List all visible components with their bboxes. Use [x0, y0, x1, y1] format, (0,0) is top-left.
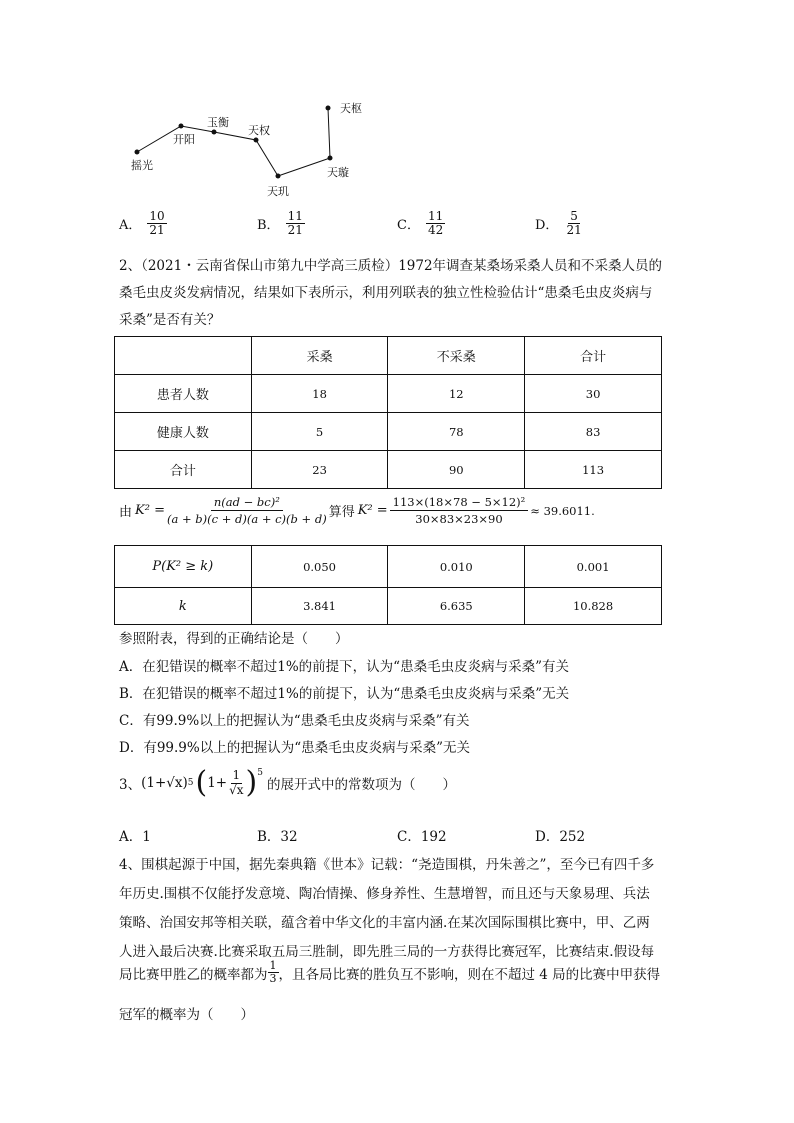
q4-text-line-5: 局比赛甲胜乙的概率都为 $\frac{1}{3}$ ，且各局比赛的胜负互不影响，则在不超过 4 局的比赛中甲获得: [119, 959, 661, 986]
critical-value-table: [114, 545, 662, 625]
table-row: [115, 413, 662, 451]
table-row: [115, 588, 662, 625]
fraction: $\frac{5}{21}$: [566, 209, 582, 238]
fraction: $\frac{1}{√x}$: [229, 768, 244, 797]
table-cell: 合计: [115, 451, 252, 489]
table-cell: 18: [251, 375, 388, 413]
star-tianji: [276, 174, 281, 179]
right-paren: ): [245, 765, 258, 800]
fraction: $\frac{11}{42}$: [427, 209, 444, 238]
table-cell: 78: [388, 413, 525, 451]
table-cell: 83: [525, 413, 662, 451]
table-header-cell: 合计: [525, 337, 662, 375]
q3-option-d[interactable]: D．252: [535, 829, 586, 845]
table-cell: 0.001: [525, 546, 662, 588]
q3-option-b[interactable]: B．32: [257, 829, 298, 845]
star-tianxuan: [328, 156, 333, 161]
table-cell: 12: [388, 375, 525, 413]
star-kaiyang: [179, 124, 184, 129]
q4-text-line-3: 策略、治国安邦等相关联，蕴含着中华文化的丰富内涵.在某次国际围棋比赛中，甲、乙两: [119, 915, 650, 931]
table-header-cell: [115, 337, 252, 375]
star-label-yaoguang: 摇光: [131, 159, 153, 172]
q1-option-a[interactable]: A． $\frac{10}{21}$: [119, 209, 165, 238]
table-cell: 健康人数: [115, 413, 252, 451]
star-label-kaiyang: 开阳: [173, 133, 195, 146]
q2-option-b[interactable]: B．在犯错误的概率不超过1%的前提下，认为“患桑毛虫皮炎病与采桑”无关: [119, 686, 570, 702]
table-cell: 0.010: [388, 546, 525, 588]
q1-option-b[interactable]: B． $\frac{11}{21}$: [257, 209, 303, 238]
table-row: [115, 546, 662, 588]
q2-option-d[interactable]: D．有99.9%以上的把握认为“患桑毛虫皮炎病与采桑”无关: [119, 740, 471, 756]
q4-text-line-6: 冠军的概率为（ ）: [119, 1007, 254, 1023]
left-paren: (: [195, 765, 208, 800]
table-cell: 0.050: [251, 546, 388, 588]
table-header-row: [115, 337, 662, 375]
formula-fraction: $\frac{\text{n(ad − bc)²}}{(a + b)(c + d)(a + c)(b + d)}$: [166, 495, 327, 527]
table-cell: P(K² ≥ k): [115, 546, 252, 588]
table-cell: 113: [525, 451, 662, 489]
q2-text-line-3: 采桑”是否有关？: [119, 312, 221, 328]
table-row: [115, 451, 662, 489]
star-label-tianquan: 天权: [248, 124, 270, 137]
table-cell: 6.635: [388, 588, 525, 625]
star-label-yuheng: 玉衡: [207, 116, 229, 129]
q3-stem: 3、 (1+√x) 5 ( 1+ $\frac{1}{√x}$ ) $^5$ 的展开式中的常数项为（ ）: [119, 765, 456, 800]
q3-option-c[interactable]: C．192: [397, 829, 447, 845]
table-cell: 90: [388, 451, 525, 489]
table-cell: 23: [251, 451, 388, 489]
star-tianshu: [326, 106, 331, 111]
chi-square-formula: 由 K² = $\frac{\text{n(ad − bc)²}}{(a + b)(c + d)(a + c)(b + d)}$ 算得 K² = $\frac{\text{113×(18×78 − 5×12)²}}{30\times 83\times 23\times 90}$ ≈ 39.6011.: [119, 495, 595, 527]
fraction: $\frac{11}{21}$: [287, 209, 303, 238]
table-cell: 3.841: [251, 588, 388, 625]
fraction: $\frac{10}{21}$: [149, 209, 165, 238]
table-row: [115, 375, 662, 413]
q2-prompt: 参照附表，得到的正确结论是（ ）: [119, 631, 349, 647]
star-tianquan: [254, 138, 259, 143]
q4-text-line-2: 年历史.围棋不仅能抒发意境、陶冶情操、修身养性、生慧增智，而且还与天象易理、兵法: [119, 886, 650, 902]
table-cell: 患者人数: [115, 375, 252, 413]
q3-option-a[interactable]: A．1: [119, 829, 151, 845]
star-yuheng: [212, 130, 217, 135]
q1-option-d[interactable]: D． $\frac{5}{21}$: [535, 209, 582, 238]
q1-option-c[interactable]: C． $\frac{11}{42}$: [397, 209, 444, 238]
q4-text-line-4: 人进入最后决赛.比赛采取五局三胜制，即先胜三局的一方获得比赛冠军，比赛结束.假设每: [119, 944, 655, 960]
q2-text-line-2: 桑毛虫皮炎发病情况，结果如下表所示，利用列联表的独立性检验估计“患桑毛虫皮炎病与: [119, 285, 653, 301]
table-cell: 5: [251, 413, 388, 451]
star-label-tianxuan: 天璇: [327, 166, 349, 179]
star-label-tianshu: 天枢: [340, 102, 362, 115]
table-header-cell: 采桑: [251, 337, 388, 375]
table-header-cell: 不采桑: [388, 337, 525, 375]
table-cell: 10.828: [525, 588, 662, 625]
computation-fraction: $\frac{\text{113×(18×78 − 5×12)²}}{30\times 83\times 23\times 90}$: [390, 494, 529, 527]
q4-text-line-1: 4、围棋起源于中国，据先秦典籍《世本》记载：“尧造围棋，丹朱善之”，至今已有四千多: [119, 857, 655, 873]
star-label-tianji: 天玑: [267, 185, 289, 198]
contingency-table: [114, 336, 662, 489]
table-cell: 30: [525, 375, 662, 413]
q2-text-line-1: 2、（2021・云南省保山市第九中学高三质检）1972年调查某桑场采桑人员和不采桑人员的: [119, 258, 663, 274]
star-yaoguang: [135, 150, 140, 155]
fraction: $\frac{1}{3}$: [269, 959, 277, 986]
q2-option-a[interactable]: A．在犯错误的概率不超过1%的前提下，认为“患桑毛虫皮炎病与采桑”有关: [119, 659, 569, 675]
table-cell: k: [115, 588, 252, 625]
q2-option-c[interactable]: C．有99.9%以上的把握认为“患桑毛虫皮炎病与采桑”有关: [119, 713, 470, 729]
